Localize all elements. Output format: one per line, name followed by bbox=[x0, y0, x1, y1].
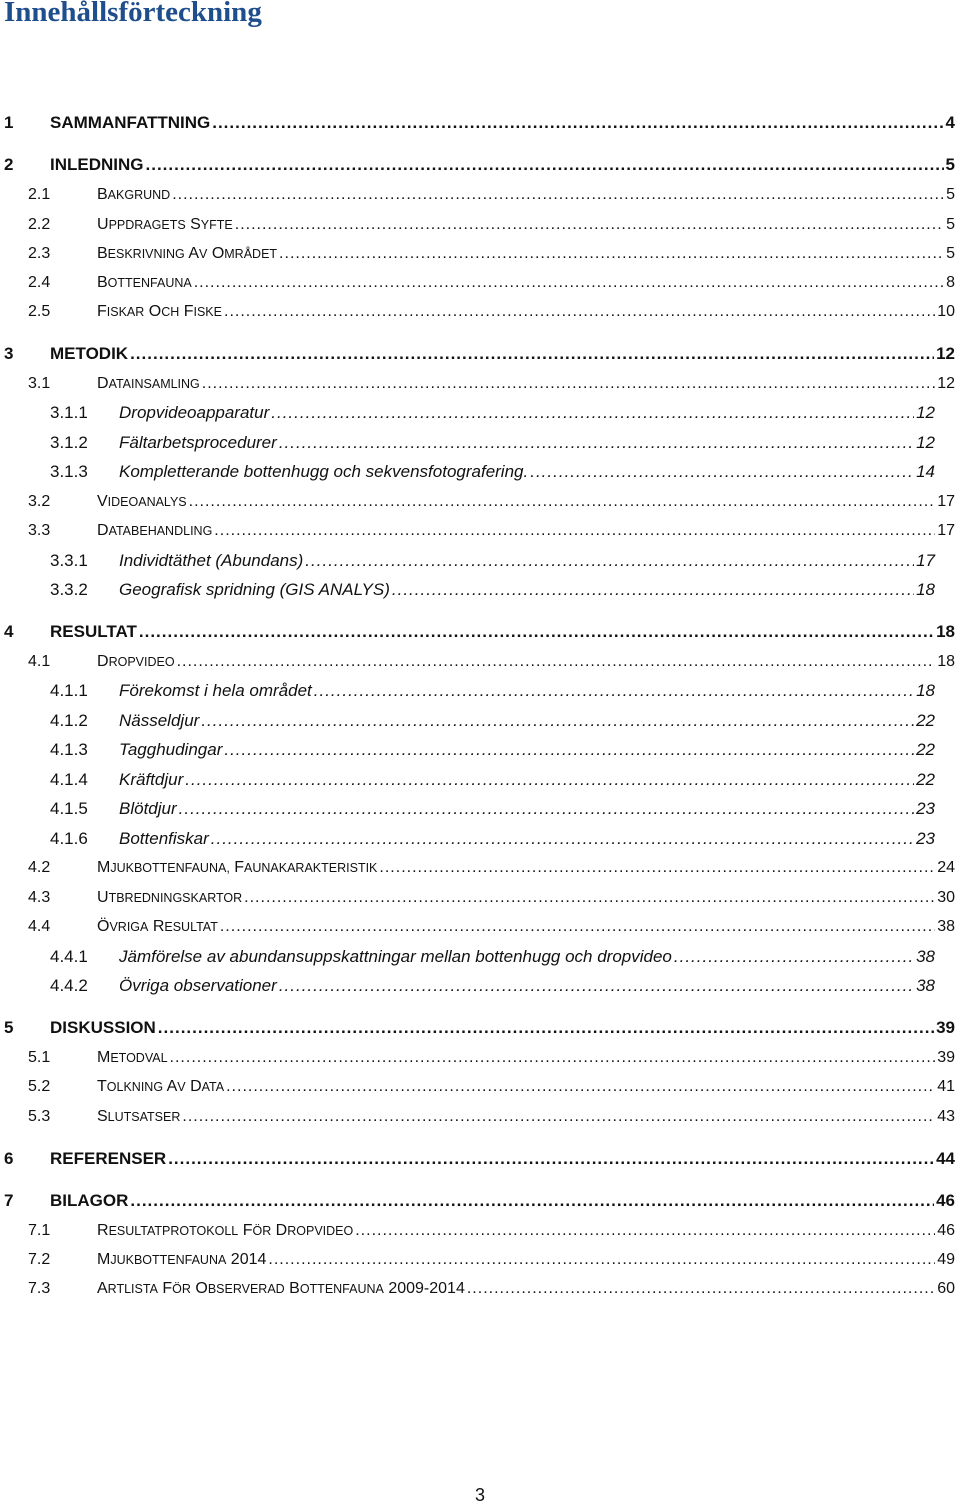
toc-entry-title: Dropvideoapparatur bbox=[119, 403, 270, 422]
dot-leader bbox=[172, 183, 944, 207]
dot-leader bbox=[224, 300, 935, 324]
toc-entry[interactable] bbox=[28, 650, 955, 674]
toc-entry[interactable] bbox=[4, 1016, 955, 1040]
dot-leader bbox=[202, 372, 935, 396]
dot-leader bbox=[130, 1189, 934, 1213]
toc-entry-page: 46 bbox=[936, 1191, 955, 1210]
dot-leader bbox=[214, 519, 935, 543]
toc-entry-title: Bottenfiskar bbox=[119, 829, 209, 848]
toc-entry-page: 18 bbox=[916, 681, 935, 700]
toc-entry-number: 4 bbox=[4, 622, 14, 641]
toc-entry[interactable] bbox=[50, 431, 935, 455]
toc-entry[interactable] bbox=[4, 342, 955, 366]
dot-leader bbox=[177, 650, 936, 674]
toc-entry-title: TOLKNING AV DATA bbox=[97, 1078, 225, 1095]
toc-entry-title: ÖVRIGA RESULTAT bbox=[97, 918, 218, 935]
toc-entry[interactable] bbox=[28, 242, 955, 266]
toc-entry-number: 5.1 bbox=[28, 1049, 51, 1066]
toc-entry[interactable] bbox=[50, 401, 935, 425]
toc-entry[interactable] bbox=[50, 709, 935, 733]
toc-entry-title: Nässeldjur bbox=[119, 711, 200, 730]
dot-leader bbox=[194, 271, 944, 295]
toc-entry-number: 4.1.6 bbox=[50, 829, 88, 848]
toc-entry[interactable] bbox=[50, 549, 935, 573]
dot-leader bbox=[271, 401, 914, 425]
toc-entry-number: 4.4.1 bbox=[50, 947, 88, 966]
toc-entry-page: 39 bbox=[937, 1049, 955, 1066]
dot-leader bbox=[355, 1219, 935, 1243]
toc-entry-title: FISKAR OCH FISKE bbox=[97, 303, 222, 320]
toc-entry[interactable] bbox=[28, 213, 955, 237]
toc-entry-number: 4.1.4 bbox=[50, 770, 88, 789]
toc-entry-number: 7 bbox=[4, 1191, 14, 1210]
toc-entry-title: BESKRIVNING AV OMRÅDET bbox=[97, 245, 278, 262]
dot-leader bbox=[467, 1277, 935, 1301]
toc-entry-page: 17 bbox=[937, 522, 955, 539]
dot-leader bbox=[130, 342, 934, 366]
toc-entry-title: Jämförelse av abundansuppskattningar mellan bottenhugg och dropvideo bbox=[119, 947, 672, 966]
toc-entry-title: Blötdjur bbox=[119, 799, 177, 818]
toc-entry-page: 39 bbox=[936, 1018, 955, 1037]
dot-leader bbox=[168, 1147, 934, 1171]
dot-leader bbox=[530, 460, 914, 484]
toc-entry-page: 38 bbox=[916, 976, 935, 995]
dot-leader bbox=[179, 797, 914, 821]
toc-entry-number: 7.2 bbox=[28, 1251, 51, 1268]
toc-entry-number: 3 bbox=[4, 344, 14, 363]
dot-leader bbox=[211, 827, 914, 851]
toc-entry[interactable] bbox=[4, 620, 955, 644]
toc-entry-page: 43 bbox=[937, 1108, 955, 1125]
dot-leader bbox=[279, 974, 914, 998]
toc-entry-number: 3.1.3 bbox=[50, 462, 88, 481]
toc-entry-number: 4.1.3 bbox=[50, 740, 88, 759]
toc-entry-number: 4.1.1 bbox=[50, 681, 88, 700]
toc-entry-title: DATAINSAMLING bbox=[97, 375, 200, 392]
toc-entry-number: 4.4 bbox=[28, 918, 51, 935]
toc-entry-page: 12 bbox=[936, 344, 955, 363]
dot-leader bbox=[226, 1075, 935, 1099]
toc-entry-page: 44 bbox=[936, 1149, 955, 1168]
dot-leader bbox=[220, 915, 935, 939]
dot-leader bbox=[212, 111, 943, 135]
toc-entry[interactable] bbox=[28, 1046, 955, 1070]
toc-entry[interactable] bbox=[28, 1219, 955, 1243]
toc-entry-number: 3.2 bbox=[28, 493, 51, 510]
toc-entry-number: 2 bbox=[4, 155, 14, 174]
toc-entry-title: REFERENSER bbox=[50, 1149, 167, 1168]
toc-entry-title: DROPVIDEO bbox=[97, 653, 175, 670]
page-title: Innehållsförteckning bbox=[4, 0, 262, 28]
toc-entry-number: 7.3 bbox=[28, 1280, 51, 1297]
toc-entry-number: 6 bbox=[4, 1149, 14, 1168]
toc-entry-title: SAMMANFATTNING bbox=[50, 113, 211, 132]
toc-entry-title: Kompletterande bottenhugg och sekvensfotografering. bbox=[119, 462, 529, 481]
toc-entry-number: 3.3 bbox=[28, 522, 51, 539]
toc-entry-title: DATABEHANDLING bbox=[97, 522, 213, 539]
toc-entry-title: INLEDNING bbox=[50, 155, 144, 174]
toc-entry-page: 12 bbox=[937, 375, 955, 392]
toc-entry-page: 60 bbox=[937, 1280, 955, 1297]
toc-entry-number: 1 bbox=[4, 113, 14, 132]
toc-entry-page: 22 bbox=[916, 740, 935, 759]
toc-entry-page: 30 bbox=[937, 889, 955, 906]
toc-entry[interactable] bbox=[50, 460, 935, 484]
toc-entry-title: VIDEOANALYS bbox=[97, 493, 187, 510]
toc-entry-number: 5.3 bbox=[28, 1108, 51, 1125]
toc-entry-page: 18 bbox=[936, 622, 955, 641]
toc-entry[interactable] bbox=[28, 271, 955, 295]
toc-entry-page: 38 bbox=[937, 918, 955, 935]
page-number: 3 bbox=[474, 1485, 485, 1505]
toc-entry-page: 12 bbox=[916, 433, 935, 452]
toc-entry[interactable] bbox=[50, 945, 935, 969]
toc-entry-page: 5 bbox=[946, 186, 955, 203]
toc-entry[interactable] bbox=[28, 490, 955, 514]
toc-entry-number: 4.2 bbox=[28, 859, 51, 876]
toc-entry-page: 4 bbox=[945, 113, 955, 132]
toc-entry-number: 3.1 bbox=[28, 375, 51, 392]
toc-entry-page: 18 bbox=[937, 653, 955, 670]
toc-entry-title: BAKGRUND bbox=[97, 186, 171, 203]
toc-entry[interactable] bbox=[28, 886, 955, 910]
toc-entry-number: 5.2 bbox=[28, 1078, 51, 1095]
toc-entry[interactable] bbox=[4, 1189, 955, 1213]
toc-entry-number: 3.3.1 bbox=[50, 551, 88, 570]
toc-entry-number: 2.5 bbox=[28, 303, 51, 320]
toc-entry-title: RESULTAT bbox=[50, 622, 137, 641]
dot-leader bbox=[146, 153, 944, 177]
dot-leader bbox=[224, 738, 914, 762]
dot-leader bbox=[182, 1105, 935, 1129]
toc-entry-title: Kräftdjur bbox=[119, 770, 184, 789]
dot-leader bbox=[201, 709, 914, 733]
toc-entry-title: Förekomst i hela området bbox=[119, 681, 312, 700]
dot-leader bbox=[189, 490, 936, 514]
toc-entry[interactable] bbox=[28, 915, 955, 939]
toc-entry-number: 4.1.2 bbox=[50, 711, 88, 730]
toc-entry-number: 4.1 bbox=[28, 653, 51, 670]
dot-leader bbox=[185, 768, 914, 792]
dot-leader bbox=[170, 1046, 936, 1070]
toc-entry-title: MJUKBOTTENFAUNA, FAUNAKARAKTERISTIK bbox=[97, 859, 378, 876]
toc-entry-page: 17 bbox=[937, 493, 955, 510]
toc-entry-page: 23 bbox=[916, 799, 935, 818]
toc-entry-page: 18 bbox=[916, 580, 935, 599]
toc-entry-page: 12 bbox=[916, 403, 935, 422]
toc-entry-title: RESULTATPROTOKOLL FÖR DROPVIDEO bbox=[97, 1222, 354, 1239]
toc-entry[interactable] bbox=[50, 797, 935, 821]
toc-entry-number: 4.1.5 bbox=[50, 799, 88, 818]
toc-entry[interactable] bbox=[50, 578, 935, 602]
toc-entry-title: Fältarbetsprocedurer bbox=[119, 433, 277, 452]
toc-entry-number: 5 bbox=[4, 1018, 14, 1037]
dot-leader bbox=[392, 578, 914, 602]
toc-entry-page: 14 bbox=[916, 462, 935, 481]
dot-leader bbox=[379, 856, 935, 880]
toc-entry[interactable] bbox=[28, 519, 955, 543]
toc-entry-page: 5 bbox=[946, 245, 955, 262]
toc-entry[interactable] bbox=[28, 1105, 955, 1129]
toc-entry-page: 49 bbox=[937, 1251, 955, 1268]
toc-entry[interactable] bbox=[4, 111, 955, 135]
toc-entry[interactable] bbox=[50, 827, 935, 851]
toc-entry-title: METODIK bbox=[50, 344, 129, 363]
toc-entry-title: UTBREDNINGSKARTOR bbox=[97, 889, 243, 906]
toc-entry[interactable] bbox=[4, 153, 955, 177]
toc-entry-title: ARTLISTA FÖR OBSERVERAD BOTTENFAUNA 2009-2014 bbox=[97, 1280, 465, 1297]
dot-leader bbox=[158, 1016, 934, 1040]
toc-entry-number: 4.4.2 bbox=[50, 976, 88, 995]
toc-entry-title: Geografisk spridning (GIS ANALYS) bbox=[119, 580, 390, 599]
dot-leader bbox=[235, 213, 944, 237]
toc-entry-title: MJUKBOTTENFAUNA 2014 bbox=[97, 1251, 267, 1268]
toc-entry-page: 22 bbox=[916, 711, 935, 730]
toc-entry-title: UPPDRAGETS SYFTE bbox=[97, 216, 233, 233]
dot-leader bbox=[279, 242, 944, 266]
toc-entry-page: 5 bbox=[945, 155, 955, 174]
toc-entry[interactable] bbox=[28, 1277, 955, 1301]
toc-entry[interactable] bbox=[28, 1075, 955, 1099]
toc-entry[interactable] bbox=[50, 738, 935, 762]
dot-leader bbox=[268, 1248, 935, 1272]
toc-entry-title: Övriga observationer bbox=[119, 976, 277, 995]
toc-entry-number: 4.3 bbox=[28, 889, 51, 906]
toc-entry-number: 3.3.2 bbox=[50, 580, 88, 599]
dot-leader bbox=[314, 679, 914, 703]
toc-entry-title: Individtäthet (Abundans) bbox=[119, 551, 304, 570]
dot-leader bbox=[305, 549, 914, 573]
toc-entry-page: 41 bbox=[937, 1078, 955, 1095]
dot-leader bbox=[279, 431, 914, 455]
toc-entry[interactable] bbox=[28, 300, 955, 324]
toc-entry-title: BILAGOR bbox=[50, 1191, 129, 1210]
toc-entry-page: 10 bbox=[937, 303, 955, 320]
dot-leader bbox=[244, 886, 935, 910]
toc-entry-page: 46 bbox=[937, 1222, 955, 1239]
toc-entry-page: 5 bbox=[946, 216, 955, 233]
toc-entry-number: 7.1 bbox=[28, 1222, 51, 1239]
toc-entry-title: METODVAL bbox=[97, 1049, 168, 1066]
toc-entry-number: 3.1.1 bbox=[50, 403, 88, 422]
toc-entry[interactable] bbox=[28, 856, 955, 880]
toc-entry-number: 2.2 bbox=[28, 216, 51, 233]
toc-entry[interactable] bbox=[4, 1147, 955, 1171]
toc-entry-page: 38 bbox=[916, 947, 935, 966]
toc-entry-number: 2.1 bbox=[28, 186, 51, 203]
toc-entry-page: 24 bbox=[937, 859, 955, 876]
toc-entry[interactable] bbox=[50, 679, 935, 703]
toc-entry[interactable] bbox=[28, 372, 955, 396]
dot-leader bbox=[139, 620, 934, 644]
toc-entry[interactable] bbox=[50, 768, 935, 792]
toc-entry-number: 3.1.2 bbox=[50, 433, 88, 452]
toc-entry-page: 17 bbox=[916, 551, 935, 570]
toc-entry[interactable] bbox=[28, 183, 955, 207]
toc-entry-title: DISKUSSION bbox=[50, 1018, 156, 1037]
toc-entry-page: 23 bbox=[916, 829, 935, 848]
toc-entry-title: SLUTSATSER bbox=[97, 1108, 181, 1125]
toc-entry-number: 2.3 bbox=[28, 245, 51, 262]
toc-entry-number: 2.4 bbox=[28, 274, 51, 291]
toc-entry-title: BOTTENFAUNA bbox=[97, 274, 192, 291]
dot-leader bbox=[674, 945, 914, 969]
toc-entry-page: 22 bbox=[916, 770, 935, 789]
toc-entry[interactable] bbox=[28, 1248, 955, 1272]
toc-entry-title: Tagghudingar bbox=[119, 740, 223, 759]
toc-entry-page: 8 bbox=[946, 274, 955, 291]
toc-entry[interactable] bbox=[50, 974, 935, 998]
